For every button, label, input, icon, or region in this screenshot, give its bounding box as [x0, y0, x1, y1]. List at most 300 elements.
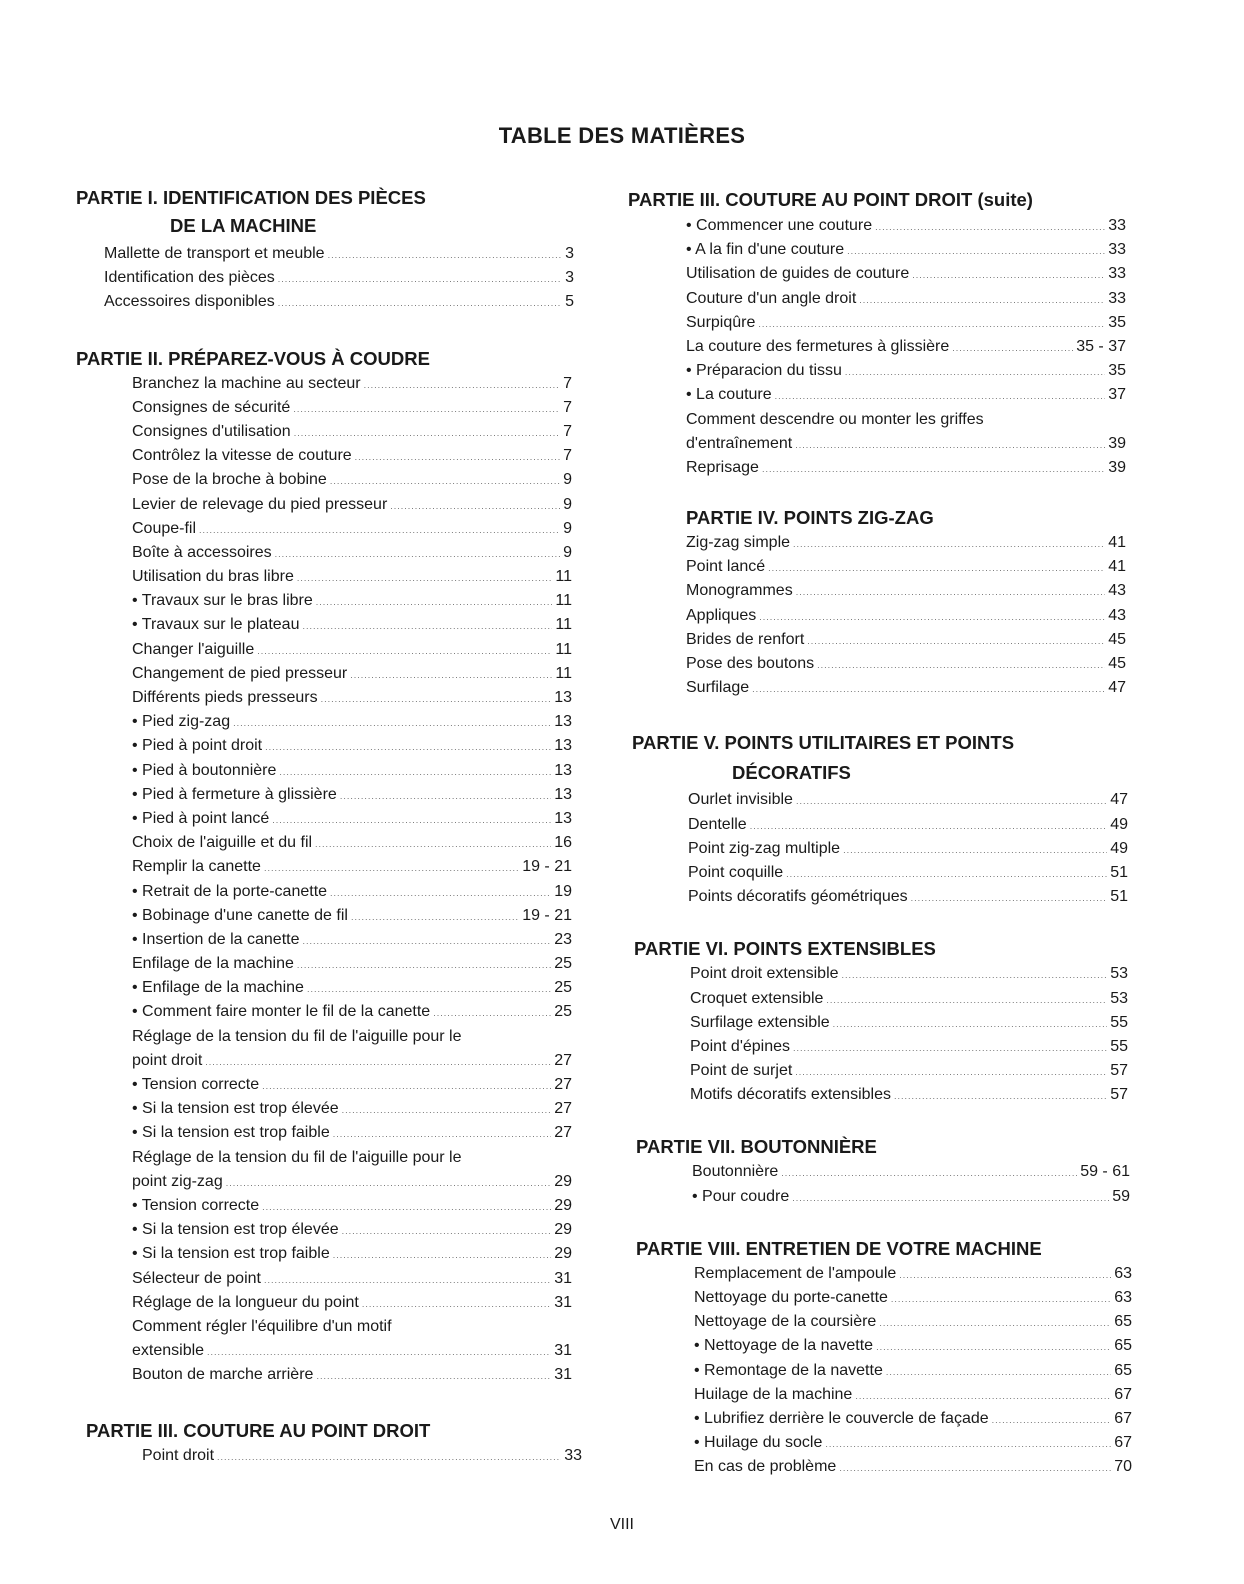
toc-entry[interactable]	[688, 861, 1128, 885]
entry-page: 13	[554, 689, 572, 706]
entry-page: 63	[1114, 1289, 1132, 1306]
toc-entry[interactable]	[688, 813, 1128, 837]
toc-section	[76, 1417, 596, 1468]
entry-title: Accessoires disponibles	[104, 293, 275, 311]
toc-entry[interactable]	[132, 1315, 572, 1339]
entry-title: Point zig-zag multiple	[688, 839, 841, 857]
entry-page: 63	[1114, 1264, 1132, 1282]
entry-page: 43	[1108, 606, 1126, 624]
toc-entry[interactable]	[132, 1121, 572, 1145]
entry-page: 13	[554, 785, 572, 803]
dot-leader	[825, 1432, 1111, 1456]
toc-entry[interactable]	[132, 420, 572, 444]
entry-title: Point d'épines	[690, 1037, 791, 1055]
toc-entry[interactable]	[692, 1160, 1130, 1184]
dot-leader	[342, 1098, 552, 1122]
toc-entry[interactable]	[686, 456, 1126, 480]
entry-page: 35	[1108, 313, 1126, 331]
toc-entry[interactable]	[132, 396, 572, 420]
toc-entry[interactable]	[132, 710, 572, 734]
dot-leader	[302, 929, 551, 953]
toc-entry[interactable]	[686, 311, 1126, 335]
entry-title: Utilisation du bras libre	[132, 568, 294, 586]
dot-leader	[775, 384, 1106, 408]
entry-title: Nettoyage de la coursière	[694, 1313, 877, 1331]
dot-leader	[262, 1074, 551, 1098]
dot-leader	[264, 856, 519, 880]
entry-page: 13	[554, 737, 572, 755]
entry-page: 9	[563, 471, 572, 489]
entry-title: Point droit extensible	[690, 965, 839, 983]
dot-leader	[875, 215, 1105, 239]
toc-entry[interactable]	[694, 1431, 1132, 1455]
entry-title: • Bobinage d'une canette de fil	[132, 906, 348, 924]
entry-title: Motifs décoratifs extensibles	[690, 1086, 891, 1104]
dot-leader	[891, 1287, 1111, 1311]
dot-leader	[330, 881, 551, 905]
toc-entry[interactable]	[694, 1359, 1132, 1383]
dot-leader	[792, 1186, 1109, 1210]
entry-title: • Travaux sur le bras libre	[132, 592, 313, 610]
toc-entry[interactable]	[132, 1218, 572, 1242]
entry-page: 7	[563, 398, 572, 416]
section-heading	[628, 1133, 1148, 1161]
toc-entry[interactable]	[132, 589, 572, 613]
entry-page: 33	[1108, 289, 1126, 307]
entry-title: point droit	[132, 1051, 203, 1069]
entry-title: Différents pieds presseurs	[132, 689, 318, 706]
entry-page: 39	[1108, 458, 1126, 476]
entry-title: Ourlet invisible	[688, 791, 793, 809]
entry-title: • Nettoyage de la navette	[694, 1337, 874, 1355]
toc-entry[interactable]	[132, 1146, 572, 1170]
section-heading	[76, 184, 596, 240]
entry-page: 27	[554, 1076, 572, 1093]
entry-title: En cas de problème	[694, 1458, 837, 1476]
dot-leader	[293, 397, 560, 421]
entry-title: Comment descendre ou monter les griffes	[686, 410, 984, 428]
entry-page: 29	[554, 1245, 572, 1263]
entry-title: extensible	[132, 1342, 205, 1360]
dot-leader	[843, 838, 1107, 862]
toc-section	[76, 345, 596, 1388]
entry-page: 25	[554, 955, 572, 973]
entry-title: • A la fin d'une couture	[686, 241, 845, 259]
toc-entry[interactable]	[104, 266, 574, 290]
dot-leader	[333, 1122, 551, 1146]
entry-title: • Commencer une couture	[686, 217, 873, 234]
entry-title: Boîte à accessoires	[132, 543, 272, 561]
toc-entry[interactable]	[686, 579, 1126, 603]
toc-entry[interactable]	[690, 1083, 1128, 1107]
dot-leader	[826, 988, 1107, 1012]
entry-title: • Préparacion du tissu	[686, 362, 842, 380]
toc-entry[interactable]	[132, 831, 572, 855]
entry-page: 16	[554, 834, 572, 852]
dot-leader	[952, 336, 1073, 360]
entry-title: d'entraînement	[686, 434, 793, 452]
dot-leader	[333, 1243, 551, 1267]
entry-page: 5	[565, 293, 574, 311]
toc-entry[interactable]	[132, 855, 572, 879]
toc-entry[interactable]	[690, 962, 1128, 986]
toc-entry[interactable]	[686, 359, 1126, 383]
entry-page: 59	[1112, 1187, 1130, 1205]
toc-section	[628, 935, 1148, 1107]
toc-section	[628, 186, 1148, 480]
toc-section	[628, 1235, 1148, 1480]
toc-entry[interactable]	[686, 652, 1126, 676]
entry-page: 11	[555, 568, 572, 586]
toc-entry[interactable]	[694, 1286, 1132, 1310]
toc-entry[interactable]	[132, 468, 572, 492]
dot-leader	[278, 291, 562, 315]
dot-leader	[894, 1084, 1107, 1108]
toc-entry[interactable]	[132, 783, 572, 807]
dot-leader	[390, 494, 560, 518]
toc-entry[interactable]	[132, 613, 572, 637]
entry-page: 45	[1108, 630, 1126, 648]
dot-leader	[297, 953, 551, 977]
section-heading	[76, 345, 596, 373]
entry-title: • Retrait de la porte-canette	[132, 882, 328, 900]
dot-leader	[795, 1060, 1107, 1084]
toc-entry[interactable]	[104, 242, 574, 266]
toc-entry[interactable]	[688, 885, 1128, 909]
toc-section	[628, 1133, 1148, 1208]
toc-entry[interactable]	[132, 1363, 572, 1387]
entry-page: 31	[554, 1293, 572, 1311]
entry-page: 35 - 37	[1076, 337, 1126, 355]
entry-title: Point droit	[142, 1447, 215, 1465]
entry-title: Couture d'un angle droit	[686, 289, 857, 307]
entry-page: 65	[1114, 1361, 1132, 1379]
toc-entry[interactable]	[132, 1170, 572, 1194]
toc-entry[interactable]	[686, 432, 1126, 456]
entry-page: 19	[554, 882, 572, 900]
toc-entry[interactable]	[686, 555, 1126, 579]
toc-entry[interactable]	[686, 335, 1126, 359]
entry-title: Sélecteur de point	[132, 1269, 261, 1287]
toc-entry[interactable]	[132, 686, 572, 710]
entry-title: Consignes d'utilisation	[132, 422, 291, 440]
entry-page: 41	[1108, 558, 1126, 576]
section-heading	[628, 935, 1148, 963]
entry-page: 45	[1108, 655, 1126, 672]
toc-entry[interactable]	[694, 1262, 1132, 1286]
toc-entry[interactable]	[686, 604, 1126, 628]
dot-leader	[340, 784, 551, 808]
entry-page: 27	[554, 1100, 572, 1118]
entry-page: 11	[555, 640, 572, 658]
entry-page: 7	[563, 422, 572, 440]
dot-leader	[257, 639, 552, 663]
entry-page: 67	[1114, 1385, 1132, 1403]
dot-leader	[315, 832, 551, 856]
toc-entry[interactable]	[694, 1455, 1132, 1479]
entry-page: 29	[554, 1196, 572, 1214]
dot-leader	[752, 677, 1105, 701]
toc-entry[interactable]	[132, 904, 572, 928]
toc-entry[interactable]	[132, 880, 572, 904]
dot-leader	[911, 886, 1108, 910]
entry-title: Contrôlez la vitesse de couture	[132, 447, 352, 465]
toc-entry[interactable]	[132, 1073, 572, 1097]
entry-page: 31	[554, 1342, 572, 1360]
toc-entry[interactable]	[132, 1025, 572, 1049]
toc-entry[interactable]	[132, 662, 572, 686]
toc-entry[interactable]	[686, 383, 1126, 407]
entry-page: 31	[554, 1269, 572, 1287]
toc-entry[interactable]	[686, 214, 1126, 238]
dot-leader	[886, 1360, 1111, 1384]
toc-entry[interactable]	[686, 676, 1126, 700]
dot-leader	[845, 360, 1105, 384]
entry-page: 3	[565, 269, 574, 287]
entry-title: Branchez la machine au secteur	[132, 374, 361, 392]
dot-leader	[876, 1335, 1111, 1359]
entry-page: 29	[554, 1221, 572, 1239]
dot-leader	[786, 862, 1107, 886]
dot-leader	[316, 590, 553, 614]
entry-title: Surpiqûre	[686, 313, 756, 331]
entry-title: Pose des boutons	[686, 655, 815, 672]
dot-leader	[316, 1364, 551, 1388]
entry-page: 23	[554, 930, 572, 948]
toc-left-column	[76, 184, 596, 1469]
toc-entry[interactable]	[132, 444, 572, 468]
entry-title: • Travaux sur le plateau	[132, 616, 300, 634]
toc-entry[interactable]	[132, 541, 572, 565]
entry-title: • La couture	[686, 386, 772, 404]
entry-page: 27	[554, 1124, 572, 1142]
entry-title: • Pied à point droit	[132, 737, 263, 755]
dot-leader	[328, 243, 563, 267]
toc-entry[interactable]	[132, 638, 572, 662]
toc-entry[interactable]	[692, 1185, 1130, 1209]
dot-leader	[992, 1408, 1112, 1432]
dot-leader	[762, 457, 1105, 481]
entry-title: • Insertion de la canette	[132, 930, 300, 948]
toc-entry[interactable]	[132, 1339, 572, 1363]
entry-page: 3	[565, 245, 574, 262]
entry-page: 29	[554, 1172, 572, 1190]
toc-entry[interactable]	[132, 493, 572, 517]
dot-leader	[275, 542, 560, 566]
toc-entry[interactable]	[132, 1242, 572, 1266]
entry-title: Changer l'aiguille	[132, 640, 255, 658]
entry-title: • Tension correcte	[132, 1196, 260, 1214]
entry-title: La couture des fermetures à glissière	[686, 337, 950, 355]
section-heading	[76, 1417, 596, 1445]
section-heading-line1: PARTIE I. IDENTIFICATION DES PIÈCES	[76, 187, 426, 208]
dot-leader	[796, 580, 1106, 604]
entry-page: 41	[1108, 534, 1126, 552]
section-heading-line1: PARTIE III. COUTURE AU POINT DROIT (suite)	[628, 189, 1033, 210]
entry-page: 39	[1108, 434, 1126, 452]
toc-entry[interactable]	[132, 565, 572, 589]
toc-entry[interactable]	[694, 1407, 1132, 1431]
entry-page: 55	[1110, 1037, 1128, 1055]
toc-entry[interactable]	[132, 1267, 572, 1291]
dot-leader	[297, 566, 553, 590]
toc-entry[interactable]	[694, 1310, 1132, 1334]
entry-title: Coupe-fil	[132, 519, 197, 537]
entry-page: 11	[555, 664, 572, 682]
entry-page: 65	[1114, 1337, 1132, 1355]
entry-page: 57	[1110, 1062, 1128, 1080]
toc-entry[interactable]	[104, 290, 574, 314]
entry-page: 49	[1110, 839, 1128, 857]
page-title: TABLE DES MATIÈRES	[498, 123, 746, 148]
section-heading	[628, 504, 1148, 532]
toc-entry[interactable]	[132, 1291, 572, 1315]
toc-entry[interactable]	[690, 987, 1128, 1011]
toc-entry[interactable]	[132, 1194, 572, 1218]
entry-page: 55	[1110, 1013, 1128, 1031]
dot-leader	[342, 1219, 552, 1243]
dot-leader	[899, 1263, 1111, 1287]
section-heading-line1: PARTIE VI. POINTS EXTENSIBLES	[634, 938, 936, 960]
dot-leader	[879, 1311, 1111, 1335]
entry-title: Réglage de la longueur du point	[132, 1293, 359, 1311]
dot-leader	[330, 469, 560, 493]
entry-title: Point coquille	[688, 863, 784, 881]
toc-entry[interactable]	[694, 1383, 1132, 1407]
entry-title: Comment régler l'équilibre d'un motif	[132, 1317, 392, 1335]
dot-leader	[758, 312, 1105, 336]
entry-page: 33	[564, 1447, 582, 1465]
entry-title: Choix de l'aiguille et du fil	[132, 834, 313, 852]
entry-title: Remplir la canette	[132, 858, 261, 876]
toc-entry[interactable]	[132, 1097, 572, 1121]
entry-page: 57	[1110, 1086, 1128, 1104]
toc-entry[interactable]	[132, 1049, 572, 1073]
toc-entry[interactable]	[132, 759, 572, 783]
entry-title: • Pied à fermeture à glissière	[132, 785, 337, 803]
toc-entry[interactable]	[132, 952, 572, 976]
toc-entry[interactable]	[142, 1444, 582, 1468]
dot-leader	[768, 556, 1105, 580]
entry-title: • Enfilage de la machine	[132, 979, 304, 997]
entry-page: 7	[563, 447, 572, 465]
entry-title: Bouton de marche arrière	[132, 1366, 314, 1384]
toc-entry[interactable]	[694, 1334, 1132, 1358]
toc-entry[interactable]	[686, 287, 1126, 311]
toc-entry[interactable]	[690, 1011, 1128, 1035]
entry-title: Pose de la broche à bobine	[132, 471, 327, 489]
toc-entry[interactable]	[132, 976, 572, 1000]
entry-page: 9	[563, 519, 572, 537]
entry-page: 37	[1108, 386, 1126, 404]
section-heading-line1: PARTIE VII. BOUTONNIÈRE	[636, 1136, 877, 1158]
dot-leader	[912, 263, 1105, 287]
entry-title: Point lancé	[686, 558, 766, 576]
toc-entry[interactable]	[132, 734, 572, 758]
toc-entry[interactable]	[132, 372, 572, 396]
toc-entry[interactable]	[690, 1059, 1128, 1083]
dot-leader	[759, 605, 1105, 629]
entry-page: 59 - 61	[1080, 1163, 1130, 1181]
section-heading-line1: PARTIE III. COUTURE AU POINT DROIT	[86, 1420, 431, 1442]
entry-title: Utilisation de guides de couture	[686, 265, 910, 283]
toc-entry[interactable]	[686, 408, 1126, 432]
toc-entry[interactable]	[686, 628, 1126, 652]
dot-leader	[217, 1445, 561, 1469]
dot-leader	[364, 373, 561, 397]
toc-entry[interactable]	[686, 262, 1126, 286]
toc-entry[interactable]	[132, 517, 572, 541]
toc-entry[interactable]	[132, 928, 572, 952]
dot-leader	[750, 814, 1108, 838]
toc-entry[interactable]	[688, 837, 1128, 861]
toc-entry[interactable]	[132, 1000, 572, 1024]
entry-page: 11	[555, 616, 572, 634]
entry-title: • Tension correcte	[132, 1076, 260, 1093]
entry-page: 13	[554, 761, 572, 779]
entry-page: 47	[1110, 791, 1128, 809]
entry-page: 7	[563, 374, 572, 392]
entry-page: 47	[1108, 679, 1126, 697]
toc-entry[interactable]	[132, 807, 572, 831]
dot-leader	[433, 1001, 551, 1025]
entry-title: • Si la tension est trop élevée	[132, 1100, 339, 1118]
entry-page: 13	[554, 809, 572, 827]
section-heading-line1: PARTIE II. PRÉPAREZ-VOUS À COUDRE	[76, 347, 430, 369]
entry-page: 33	[1108, 241, 1126, 259]
entry-title: Points décoratifs géométriques	[688, 888, 908, 906]
entry-page: 27	[554, 1051, 572, 1069]
entry-page: 43	[1108, 582, 1126, 600]
entry-title: Point de surjet	[690, 1062, 793, 1080]
entry-title: Mallette de transport et meuble	[104, 245, 325, 262]
toc-entry[interactable]	[686, 238, 1126, 262]
entry-page: 49	[1110, 815, 1128, 833]
entry-title: Réglage de la tension du fil de l'aiguille pour le	[132, 1027, 462, 1045]
entry-title: Enfilage de la machine	[132, 955, 294, 973]
entry-page: 9	[563, 543, 572, 561]
entry-title: Identification des pièces	[104, 269, 275, 287]
section-heading	[628, 728, 1148, 788]
dot-leader	[781, 1161, 1077, 1185]
entry-page: 13	[554, 713, 572, 731]
dot-leader	[321, 687, 552, 711]
dot-leader	[817, 653, 1105, 677]
page-number: VIII	[609, 1516, 634, 1533]
toc-entry[interactable]	[690, 1035, 1128, 1059]
entry-page: 25	[554, 1003, 572, 1021]
dot-leader	[793, 532, 1105, 556]
dot-leader	[294, 421, 560, 445]
entry-title: Boutonnière	[692, 1163, 779, 1181]
dot-leader	[796, 789, 1107, 813]
entry-page: 33	[1108, 265, 1126, 283]
entry-page: 9	[563, 495, 572, 513]
dot-leader	[233, 711, 551, 735]
toc-right-column	[628, 186, 1148, 1480]
entry-title: Huilage de la machine	[694, 1385, 853, 1403]
dot-leader	[362, 1292, 551, 1316]
entry-title: Zig-zag simple	[686, 534, 791, 552]
entry-title: Appliques	[686, 606, 757, 624]
toc-entry[interactable]	[686, 531, 1126, 555]
entry-title: • Si la tension est trop faible	[132, 1245, 330, 1263]
toc-section	[628, 504, 1148, 700]
section-heading-line1: PARTIE V. POINTS UTILITAIRES ET POINTS	[632, 732, 1015, 754]
toc-entry[interactable]	[688, 788, 1128, 812]
entry-title: • Si la tension est trop élevée	[132, 1221, 339, 1239]
entry-title: • Pour coudre	[692, 1187, 790, 1205]
